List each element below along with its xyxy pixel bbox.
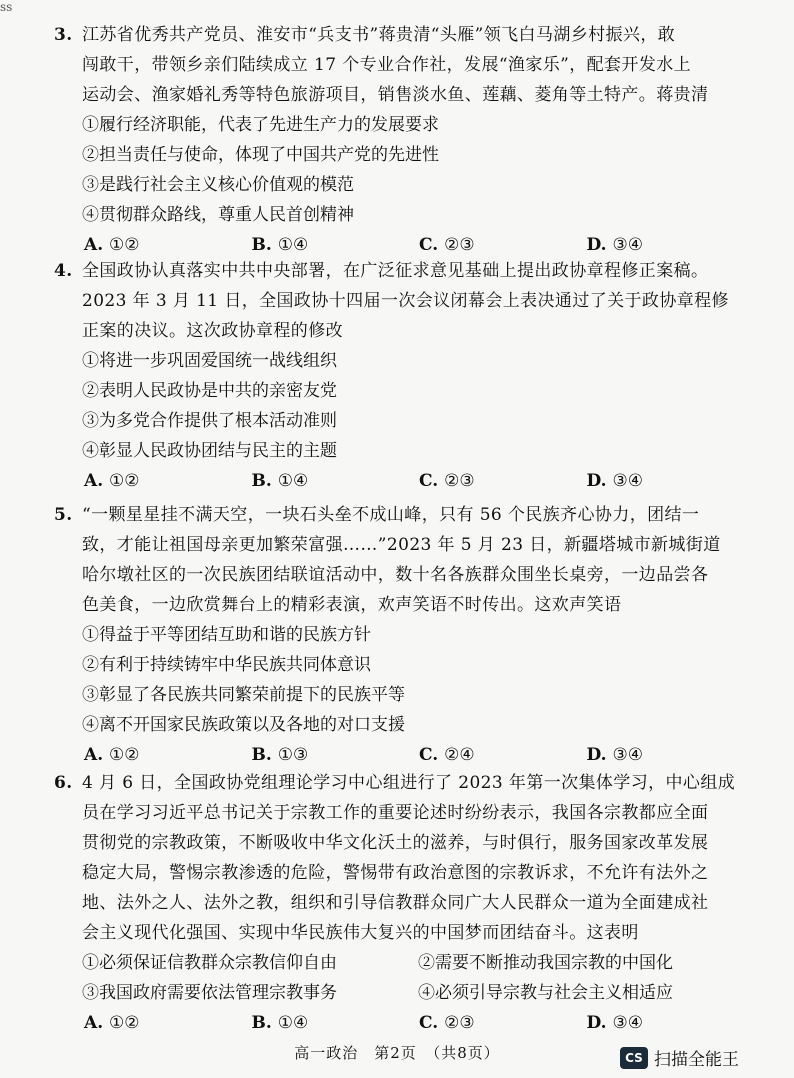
statement-option: ③我国政府需要依法管理宗教事务 <box>82 983 337 1003</box>
choice-a: A. ①② <box>84 745 140 765</box>
choice-b: B. ①④ <box>251 235 309 255</box>
statement-option: ③彰显了各民族共同繁荣前提下的民族平等 <box>82 685 405 705</box>
question-stem-line: 3. 江苏省优秀共产党员、淮安市“兵支书”蒋贵清“头雁”领飞白马湖乡村振兴，敢 <box>54 20 754 50</box>
statement-option: ①必须保证信教群众宗教信仰自由 <box>82 953 337 973</box>
choice-b: B. ①④ <box>251 1013 309 1033</box>
question-5 <box>54 500 754 770</box>
question-number: 4. <box>54 261 73 281</box>
question-stem-line: 运动会、渔家婚礼秀等特色旅游项目，销售淡水鱼、莲藕、菱角等土特产。蒋贵清 <box>82 85 709 105</box>
statement-option-row <box>54 948 754 978</box>
statement-option: ②需要不断推动我国宗教的中国化 <box>418 953 673 973</box>
statement-option: ①得益于平等团结互助和谐的民族方针 <box>82 625 371 645</box>
statement-option: ①履行经济职能，代表了先进生产力的发展要求 <box>82 115 439 135</box>
question-stem-line: 贯彻党的宗教政策，不断吸收中华文化沃土的滋养，与时俱行，服务国家改革发展 <box>82 833 709 853</box>
choice-a: A. ①② <box>84 235 140 255</box>
choice-d: D. ③④ <box>586 471 643 491</box>
question-stem-line: 5. “一颗星星挂不满天空，一块石头垒不成山峰，只有 56 个民族齐心协力，团结一 <box>54 500 754 530</box>
choice-b: B. ①③ <box>251 745 309 765</box>
question-stem-line: 地、法外之人、法外之教，组织和引导信教群众同广大人民群众一道为全面建成社 <box>82 893 709 913</box>
question-3 <box>54 20 754 260</box>
statement-option: ②有利于持续铸牢中华民族共同体意识 <box>82 655 371 675</box>
statement-option: ④离不开国家民族政策以及各地的对口支援 <box>82 715 405 735</box>
statement-option: ②表明人民政协是中共的亲密友党 <box>82 381 337 401</box>
question-number: 3. <box>54 25 73 45</box>
statement-option: ③为多党合作提供了根本活动准则 <box>82 411 337 431</box>
question-stem-line: 稳定大局，警惕宗教渗透的危险，警惕带有政治意图的宗教诉求，不允许有法外之 <box>82 863 709 883</box>
choice-c: C. ②③ <box>419 471 475 491</box>
question-6 <box>54 768 754 1038</box>
scanner-watermark <box>620 1045 739 1070</box>
page-footer: 高一政治 第2页 （共8页） <box>294 1044 500 1062</box>
choice-a: A. ①② <box>84 1013 140 1033</box>
choice-d: D. ③④ <box>586 235 643 255</box>
statement-option: ④彰显人民政协团结与民主的主题 <box>82 441 337 461</box>
statement-option-row <box>54 978 754 1008</box>
choice-c: C. ②③ <box>419 235 475 255</box>
choice-d: D. ③④ <box>586 1013 643 1033</box>
statement-option: ①将进一步巩固爱国统一战线组织 <box>82 351 337 371</box>
question-4 <box>54 256 754 496</box>
question-stem-line: 6. 4 月 6 日，全国政协党组理论学习中心组进行了 2023 年第一次集体学习，中心组成 <box>54 768 754 798</box>
statement-option: ③是践行社会主义核心价值观的模范 <box>82 175 354 195</box>
answer-choices <box>54 1008 754 1038</box>
choice-a: A. ①② <box>84 471 140 491</box>
question-stem-line: 闯敢干，带领乡亲们陆续成立 17 个专业合作社，发展“渔家乐”，配套开发水上 <box>82 55 692 75</box>
statement-option: ④贯彻群众路线，尊重人民首创精神 <box>82 205 354 225</box>
question-number: 5. <box>54 505 73 525</box>
question-stem-line: 2023 年 3 月 11 日，全国政协十四届一次会议闭幕会上表决通过了关于政协章程修 <box>82 291 729 311</box>
question-stem-line: 4. 全国政协认真落实中共中央部署，在广泛征求意见基础上提出政协章程修正案稿。 <box>54 256 754 286</box>
question-stem-line: 致，才能让祖国母亲更加繁荣富强……”2023 年 5 月 23 日，新疆塔城市新城街道 <box>82 535 721 555</box>
question-stem-line: 哈尔墩社区的一次民族团结联谊活动中，数十名各族群众围坐长桌旁，一边品尝各 <box>82 565 709 585</box>
statement-option: ②担当责任与使命，体现了中国共产党的先进性 <box>82 145 439 165</box>
question-number: 6. <box>54 773 73 793</box>
choice-d: D. ③④ <box>586 745 643 765</box>
statement-option: ④必须引导宗教与社会主义相适应 <box>418 983 673 1003</box>
question-stem-line: 正案的决议。这次政协章程的修改 <box>82 321 343 341</box>
scanner-label: 扫描全能王 <box>654 1050 739 1070</box>
choice-b: B. ①④ <box>251 471 309 491</box>
choice-c: C. ②④ <box>419 745 475 765</box>
answer-choices <box>54 466 754 496</box>
question-stem-line: 色美食，一边欣赏舞台上的精彩表演，欢声笑语不时传出。这欢声笑语 <box>82 595 622 615</box>
camscanner-logo-icon: CS <box>620 1047 648 1069</box>
answer-choices <box>54 740 754 770</box>
choice-c: C. ②③ <box>419 1013 475 1033</box>
corner-mark: ss <box>0 0 13 14</box>
question-stem-line: 员在学习习近平总书记关于宗教工作的重要论述时纷纷表示，我国各宗教都应全面 <box>82 803 709 823</box>
question-stem-line: 会主义现代化强国、实现中华民族伟大复兴的中国梦而团结奋斗。这表明 <box>82 923 639 943</box>
